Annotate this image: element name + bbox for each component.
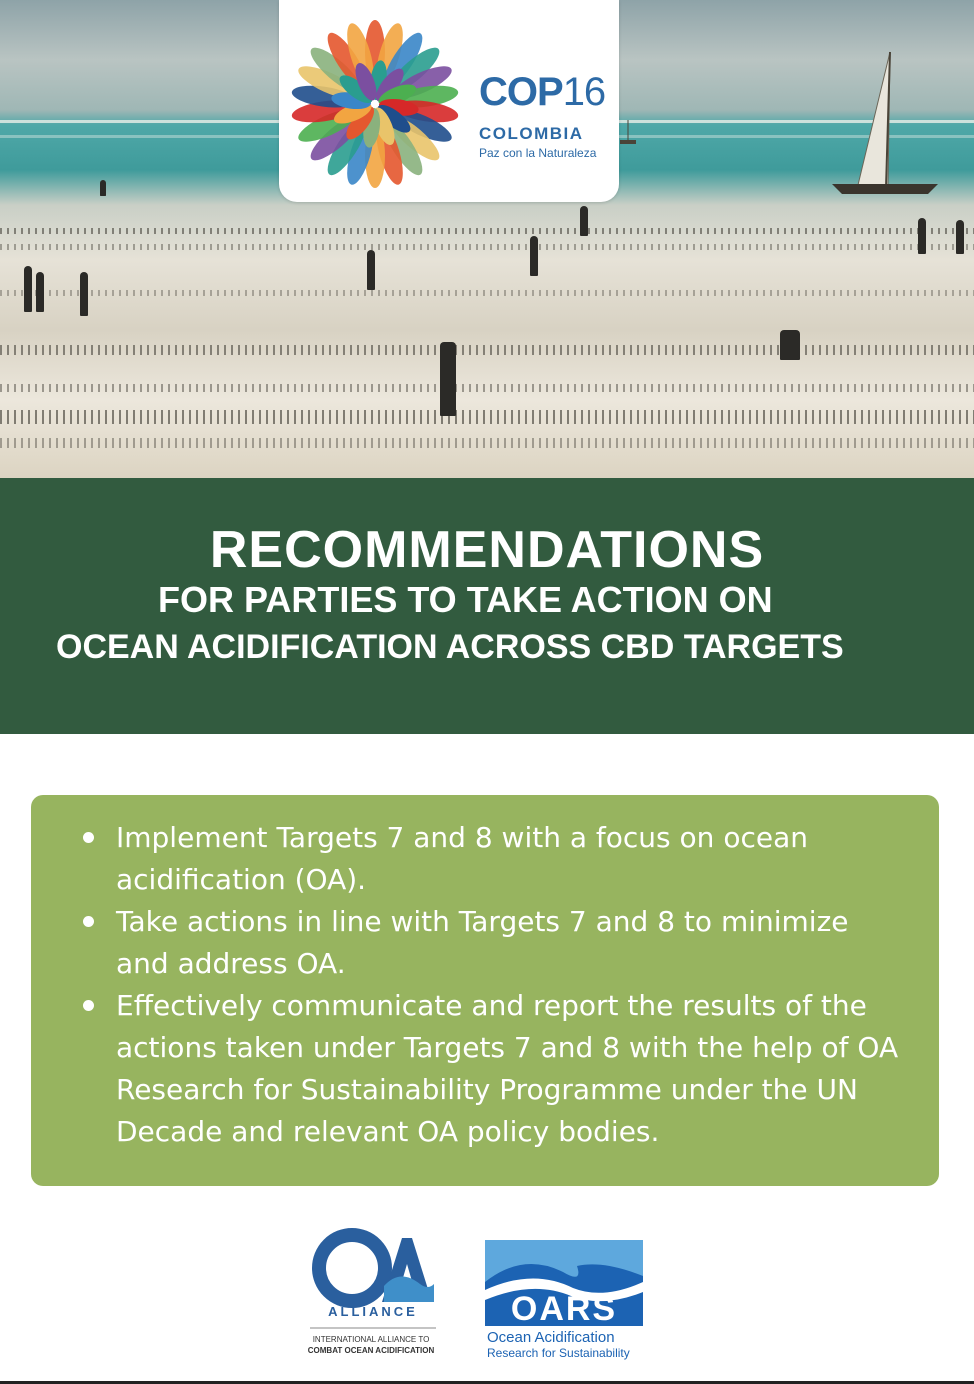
cop16-tagline: Paz con la Naturaleza	[479, 146, 597, 160]
person-figure	[780, 330, 800, 360]
list-item-text: Implement Targets 7 and 8 with a focus on ocean acidification (OA).	[116, 821, 808, 896]
seaweed-row	[0, 290, 974, 296]
seaweed-row	[0, 345, 974, 355]
oa-alliance-name: ALLIANCE	[328, 1304, 418, 1319]
person-figure	[530, 236, 538, 276]
list-item-text: Effectively communicate and report the results of the actions taken under Targets 7 and 8 with the help of OA Research for Sustainability Programme under the UN Decade and relevant OA policy bodies.	[116, 989, 899, 1148]
person-figure	[80, 272, 88, 316]
seaweed-row	[0, 228, 974, 234]
cop16-flower-logo-icon	[289, 18, 461, 190]
recommendations-box	[31, 795, 939, 1186]
title-band	[0, 478, 974, 734]
seaweed-row	[0, 438, 974, 448]
seaweed-row	[0, 384, 974, 392]
cop16-logo-card	[279, 0, 619, 202]
oars-mark: OARS	[510, 1290, 618, 1328]
person-figure	[24, 266, 32, 312]
list-item	[31, 985, 939, 1153]
seaweed-row	[0, 410, 974, 424]
oa-alliance-line2: COMBAT OCEAN ACIDIFICATION	[308, 1346, 435, 1355]
person-figure	[36, 272, 44, 312]
page-subtitle-line2: OCEAN ACIDIFICATION ACROSS CBD TARGETS	[56, 628, 844, 666]
page-subtitle-line1: FOR PARTIES TO TAKE ACTION ON	[158, 579, 773, 620]
cop-text: COP	[479, 70, 563, 114]
person-figure	[956, 220, 964, 254]
person-figure	[918, 218, 926, 254]
oars-line1: Ocean Acidification	[487, 1329, 615, 1346]
bullet-icon	[83, 832, 94, 843]
list-item-text: Take actions in line with Targets 7 and 8 to minimize and address OA.	[116, 905, 849, 980]
recommendations-list	[31, 817, 939, 1153]
oa-alliance-line1: INTERNATIONAL ALLIANCE TO	[312, 1335, 430, 1344]
cop-number: 16	[562, 70, 606, 114]
person-figure	[367, 250, 375, 290]
page-title: RECOMMENDATIONS	[209, 521, 765, 579]
list-item	[31, 901, 939, 985]
person-figure	[580, 206, 588, 236]
person-figure	[100, 180, 106, 196]
bullet-icon	[83, 1000, 94, 1011]
sailboat-image	[618, 120, 638, 146]
bullet-icon	[83, 916, 94, 927]
oa-alliance-logo	[308, 1228, 438, 1363]
oars-logo-icon	[473, 1230, 655, 1366]
person-figure	[440, 342, 456, 416]
oars-logo	[473, 1230, 655, 1366]
sailboat-image	[828, 50, 948, 200]
oars-line2: Research for Sustainability	[487, 1346, 630, 1360]
list-item	[31, 817, 939, 901]
seaweed-row	[0, 244, 974, 250]
oa-alliance-logo-icon	[308, 1228, 438, 1363]
cop16-country: COLOMBIA	[479, 124, 584, 143]
cop16-logo-title	[479, 72, 605, 112]
